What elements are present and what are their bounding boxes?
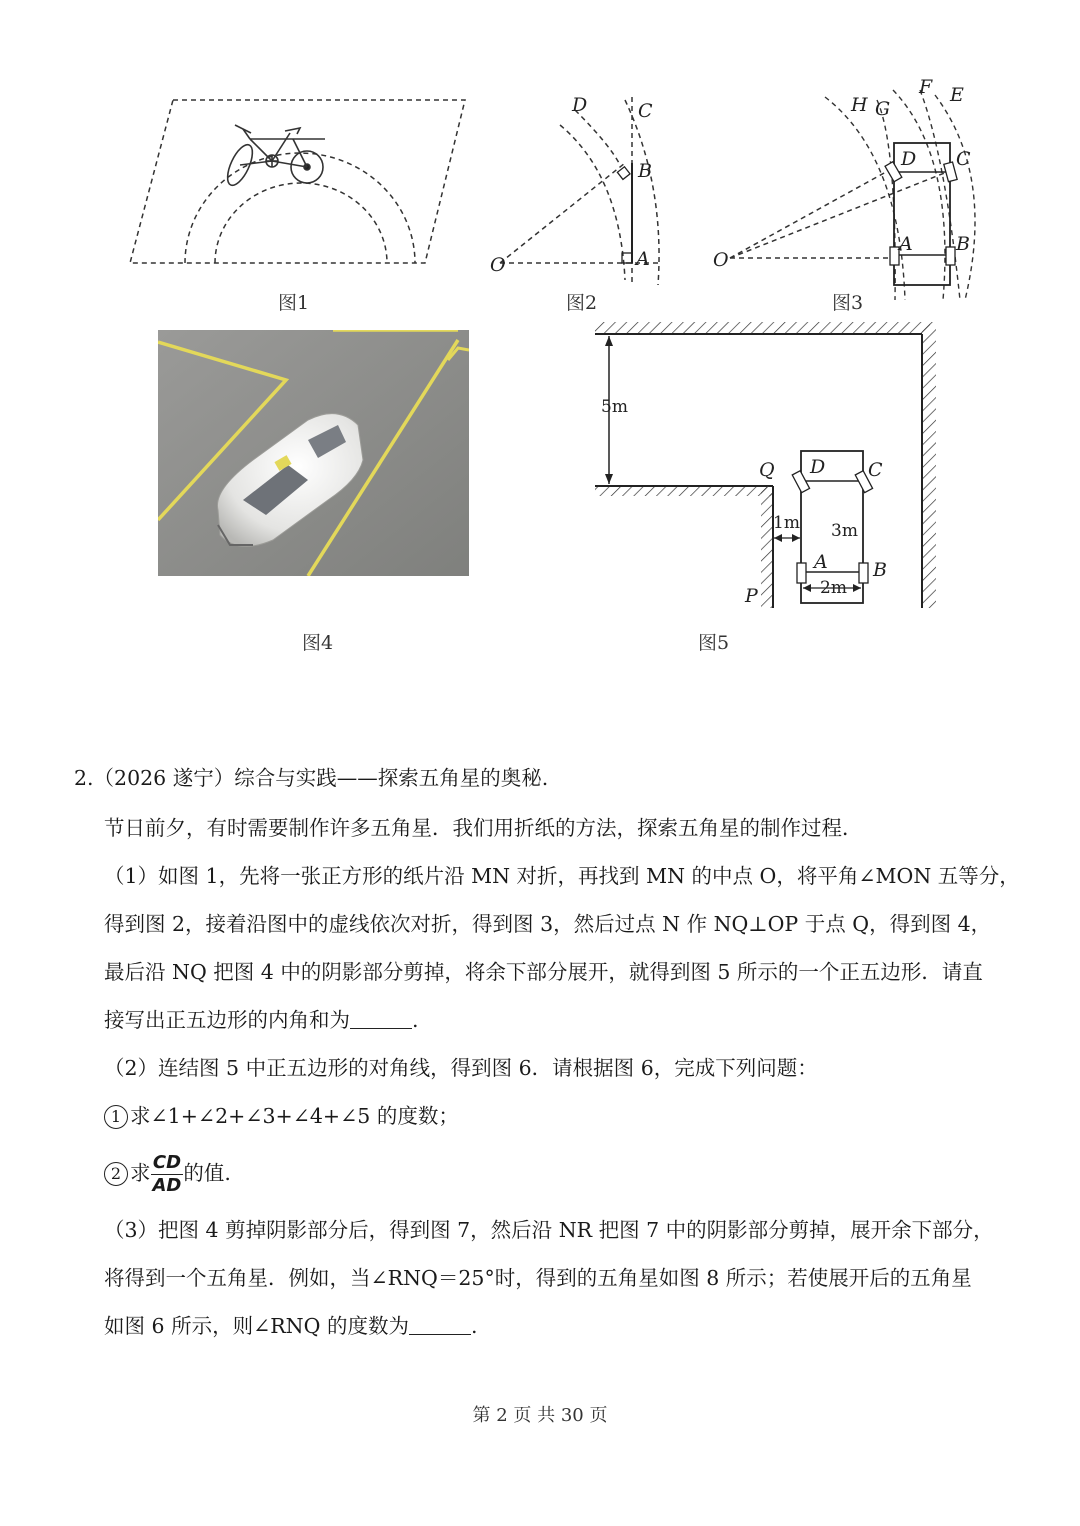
fraction-cd-over-ad	[151, 1152, 184, 1197]
fig3-label-O: O	[713, 249, 729, 271]
part3-line2: 将得到一个五角星．例如，当∠RNQ＝25°时，得到的五角星如图 8 所示；若使展开后的五角星	[104, 1266, 972, 1290]
figure-3-car-turning-diagram	[705, 75, 995, 300]
part1-line4	[104, 1006, 1024, 1034]
part1-line3: 最后沿 NQ 把图 4 中的阴影部分剪掉，将余下部分展开，就得到图 5 所示的一个正五边形．请直	[104, 960, 983, 984]
fig5-label-A: A	[814, 551, 828, 573]
fig2-label-O: O	[490, 254, 506, 276]
part3-line3-text: 如图 6 所示，则∠RNQ 的度数为	[104, 1314, 409, 1338]
fig5-label-P: P	[745, 585, 758, 607]
fig3-label-D: D	[901, 148, 917, 170]
fraction-numerator: CD	[151, 1152, 184, 1175]
sub-question-2-suffix: 的值.	[183, 1161, 231, 1185]
answer-blank-2[interactable]	[409, 1316, 471, 1335]
fig2-label-A: A	[636, 248, 650, 270]
part1-line2: 得到图 2，接着沿图中的虚线依次对折，得到图 3，然后过点 N 作 NQ⊥OP 于点 Q，得到图 4，	[104, 912, 992, 936]
fig5-label-B: B	[873, 559, 887, 581]
part3-period: .	[470, 1314, 478, 1338]
figure-3-caption: 图3	[832, 292, 864, 314]
fig3-label-C: C	[956, 148, 971, 170]
fig5-label-1m: 1m	[773, 513, 800, 533]
question-header: 2.（2026 遂宁）综合与实践——探索五角星的奥秘.	[74, 766, 549, 790]
page-footer: 第 2 页 共 30 页	[472, 1405, 608, 1426]
part1-line4-text: 接写出正五边形的内角和为	[104, 1008, 350, 1032]
part2-line1: （2）连结图 5 中正五边形的对角线，得到图 6．请根据图 6，完成下列问题：	[104, 1056, 818, 1080]
fig5-label-Q: Q	[759, 459, 775, 481]
bicycle-icon	[223, 125, 325, 189]
fig3-label-F: F	[919, 76, 933, 98]
circled-number-1: 1	[104, 1105, 128, 1129]
part1-period: .	[412, 1008, 419, 1032]
fig3-label-E: E	[950, 84, 964, 106]
part1-line1: （1）如图 1，先将一张正方形的纸片沿 MN 对折，再找到 MN 的中点 O，将平角∠MON 五等分，	[104, 864, 1020, 888]
fig3-label-A: A	[899, 233, 913, 255]
part3-line1: （3）把图 4 剪掉阴影部分后，得到图 7，然后沿 NR 把图 7 中的阴影部分剪掉，展开余下部分，	[104, 1218, 994, 1242]
figure-1-caption: 图1	[278, 292, 310, 314]
fig5-label-D: D	[810, 456, 826, 478]
fig5-label-5m: 5m	[601, 397, 628, 417]
fig2-label-D: D	[572, 94, 588, 116]
fig2-label-B: B	[638, 160, 652, 182]
sub-question-1-text: 求∠1+∠2+∠3+∠4+∠5 的度数；	[130, 1104, 459, 1128]
fig3-label-B: B	[956, 233, 970, 255]
fig5-label-2m: 2m	[820, 578, 847, 598]
question-intro: 节日前夕，有时需要制作许多五角星．我们用折纸的方法，探索五角星的制作过程．	[104, 816, 863, 840]
answer-blank-1[interactable]	[350, 1010, 412, 1029]
figure-5-corridor-diagram	[585, 318, 950, 618]
sub-question-2-prefix: 求	[130, 1161, 151, 1185]
figure-5-caption: 图5	[698, 632, 730, 654]
figure-2-turning-diagram	[480, 85, 680, 285]
sub-question-1	[104, 1102, 1024, 1130]
fig5-label-3m: 3m	[831, 521, 858, 541]
fig3-label-G: G	[875, 98, 891, 120]
circled-number-2: 2	[104, 1162, 128, 1186]
fraction-denominator: AD	[152, 1175, 182, 1196]
figure-4-car-photo	[158, 330, 469, 576]
figure-1-bicycle-diagram	[125, 95, 470, 270]
fig3-label-H: H	[851, 94, 868, 116]
fig5-label-C: C	[868, 459, 883, 481]
fig2-label-C: C	[638, 100, 653, 122]
sub-question-2	[104, 1148, 1024, 1198]
figure-4-caption: 图4	[302, 632, 334, 654]
part3-line3	[104, 1312, 1024, 1340]
figure-2-caption: 图2	[566, 292, 598, 314]
